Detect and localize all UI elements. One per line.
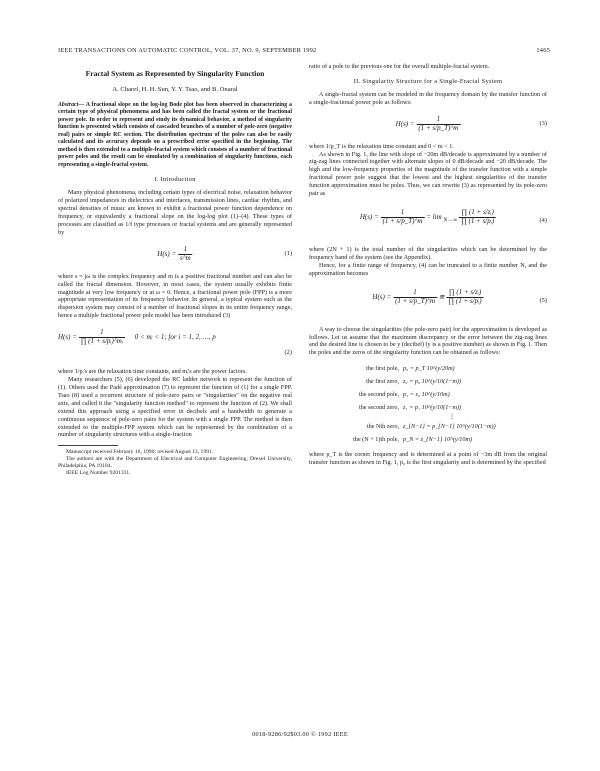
equation-lhs: H(s) = bbox=[157, 249, 177, 258]
equation-number: (4) bbox=[539, 216, 547, 224]
singularity-row: the Nth zero, z_{N−1} = p_{N−1} 10^(y/10(1−m)) bbox=[366, 423, 496, 431]
singularity-list bbox=[339, 362, 547, 446]
equation-denominator: (1 + s/p_T)^m bbox=[382, 216, 423, 225]
equation-number: (2) bbox=[284, 349, 292, 357]
equation-fraction bbox=[393, 289, 437, 306]
singularity-row: the second zero, z₁ = p₁ 10^(y/10(1−m)) bbox=[358, 404, 462, 412]
equation-number: (5) bbox=[539, 296, 547, 304]
equation-lhs: H(s) = bbox=[372, 292, 392, 301]
equation-numerator: 1 bbox=[416, 116, 460, 125]
equation-denominator: ∏ (1 + s/pᵢ) bbox=[448, 296, 482, 305]
equation-number: (3) bbox=[539, 119, 547, 127]
paragraph: where 1/pᵢ's are the relaxation time constants, and mᵢ's are the power factors. bbox=[58, 368, 247, 376]
equation-denominator: (1 + s/p_T)^m bbox=[395, 296, 436, 305]
paragraph: As shown in Fig. 1, the line with slope of −20m dB/decade is approximated by a number of zig-zag lines connected together with alternate slopes of 0 dB/decade and −20 dB/decade. The high and the low-frequency properties of the magnitude of the transfer function with a simple fractional power pole suggest that the lowest and the highest singularities of the transfer function approximation must be poles. Thus, we can rewrite (3) as represented by its pole-zero pair as bbox=[309, 150, 547, 198]
singularity-row: the first zero, z₀ = p₀ 10^(y/10(1−m)) bbox=[366, 378, 462, 386]
paragraph: where s = jω is the complex frequency and m is a positive fractional number and can also be called the fractal dimension. However, in most cases, the system usually exhibits finite magnitude at very low frequency or at ω = 0. Hence, a fractional power pole (FPP) is a more appropriate representation of its frequency behavior. In general, a typical system such as the dispersion system may consist of a number of fractional slopes in its entire frequency range, hence a multiple fractional power pole model has been introduced (3) bbox=[58, 272, 292, 320]
equation-fraction bbox=[178, 246, 193, 263]
equation-4 bbox=[309, 203, 547, 241]
footnote: Manuscript received February 16, 1990; revised August 13, 1991. bbox=[66, 449, 214, 456]
equation-denominator: ∏ (1 + s/pᵢ)^mᵢ bbox=[80, 337, 123, 346]
equation-condition: 0 < mᵢ < 1; for i = 1, 2, …, p bbox=[134, 333, 216, 342]
footnote: IEEE Log Number 9201331. bbox=[66, 470, 131, 477]
paragraph: Many researchers (5), (6) developed the RC ladder network to represent the function of (1). Others used the Padé approximation (7) to represent the function of (1) for a single FPP. Tsao (8) used a recurrent structure of pole-zero pairs or "singularities" on the negative real axis, and called it the "singularity function method" to represent the function of (2). We shall extend this approach using a specified error in decibels and a bandwidth to generate a continuous sequence of pole-zero pairs for the system with a single FPP. The method is then extended to the multiple-FPP system which can be represented by the combination of a number of singularity structures with a single-fraction bbox=[58, 376, 292, 439]
running-header bbox=[58, 47, 550, 59]
footnotes bbox=[58, 449, 292, 477]
page-number: 1465 bbox=[536, 47, 550, 54]
equation-fraction bbox=[416, 116, 460, 133]
equation-number: (1) bbox=[284, 249, 292, 257]
footnote-rule bbox=[58, 445, 118, 446]
equation-lhs: H(s) = bbox=[395, 119, 415, 128]
equation-fraction bbox=[79, 329, 125, 346]
paragraph: Many physical phenomena, including certain types of electrical noise, relaxation behavior of polarized impedances in dielectrics and interfaces, transmission lines, cardiac rhythm, and spectral densities of music are known to exhibit a fractional power function dependence on frequency, or equivalently a fractional slope on the log-log plot (1)–(4). These types of processes are classified as 1/f type processes or fractal systems and are generally represented by bbox=[58, 189, 292, 236]
paper-authors: A. Charef, H. H. Sun, Y. Y. Tsao, and B. Onaral bbox=[112, 86, 238, 93]
paragraph: A way to choose the singularities (the pole-zero pair) for the approximation is developed as follows. Let us assume that the maximum discrepancy or the error between the zig-zag lines and the desired line is chosen to be y (decibel) (y is a positive number) as shown in Fig. 1. Then the poles and the zeros of the singularity function can be obtained as follows: bbox=[309, 325, 547, 357]
equation-numerator: 1 bbox=[79, 329, 125, 338]
equation-product-fraction bbox=[459, 209, 496, 226]
equation-numerator: ∏ (1 + s/zᵢ) bbox=[459, 209, 496, 218]
paragraph: where (2N + 1) is the total number of the singularities which can be determined by the frequency band of the system (see the Appendix). bbox=[309, 245, 547, 261]
equation-numerator: 1 bbox=[380, 209, 424, 218]
abstract bbox=[58, 102, 292, 170]
abstract-text: A fractional slope on the log-log Bode plot has been observed in characterizing a certain type of physical phenomena and has been called the fractal system or the fractional power pole. In order to represent and study its dynamical behavior, a method of singularity function is presented which consists of cascaded branches of a number of pole-zero (negative real) pairs or simple RC section. The distribution spectrum of the poles can also be easily calculated and its accuracy depends on a prescribed error specified in the beginning. The method is then extended to a multiple-fractal system which consists of a number of fractional power poles and the result can be simulated by a combination of singularity functions, each representing a single-fractal system. bbox=[58, 101, 292, 168]
paragraph: Hence, for a finite range of frequency, (4) can be truncated to a finite number N, and the approximation becomes bbox=[309, 261, 547, 277]
journal-header: IEEE TRANSACTIONS ON AUTOMATIC CONTROL, VOL. 37, NO. 9, SEPTEMBER 1992 bbox=[58, 47, 317, 54]
equation-denominator: (1 + s/p_T)^m bbox=[418, 123, 459, 132]
equation-numerator: 1 bbox=[178, 246, 193, 255]
paragraph: where p_T is the corner frequency and is determined at a point of −3m dB from the original transfer function as shown in Fig. 1, p₀ is the first singularity and is determined by the specified bbox=[309, 451, 547, 467]
paragraph: where 1/p_T is the relaxation time constant and 0 < m < 1. bbox=[309, 142, 454, 150]
equation-limit: = lim bbox=[426, 212, 442, 221]
equation-fraction bbox=[380, 209, 424, 226]
section-heading-introduction: I. Introduction bbox=[154, 176, 196, 184]
paragraph: A single-fractal system can be modeled in the frequency domain by the transfer function of a single-fractional power pole as follows: bbox=[309, 90, 547, 106]
paragraph: ratio of a pole to the previous one for the overall multiple-fractal system. bbox=[309, 63, 490, 70]
paper-title: Fractal System as Represented by Singularity Function bbox=[85, 69, 265, 78]
equation-denominator: s^m bbox=[179, 253, 191, 262]
equation-numerator: 1 bbox=[393, 289, 437, 298]
section-heading-single-fractal: II. Singularity Structure for a Single-Fractal System bbox=[353, 77, 503, 85]
equation-lhs: H(s) = bbox=[58, 333, 77, 342]
equation-2 bbox=[58, 325, 292, 363]
equation-5 bbox=[309, 283, 547, 321]
singularity-row: the (N + 1)th pole, p_N = z_{N−1} 10^(y/10m) bbox=[353, 436, 473, 444]
singularity-row: the first pole, p₀ = p_T 10^(y/20m) bbox=[366, 365, 455, 373]
equation-numerator: ∏ (1 + s/zᵢ) bbox=[446, 289, 483, 298]
vertical-ellipsis: ⋮ bbox=[449, 413, 456, 421]
equation-1 bbox=[58, 242, 292, 268]
equation-lhs: H(s) = bbox=[359, 212, 379, 221]
equation-product-fraction bbox=[446, 289, 483, 306]
equation-approx: ≅ bbox=[438, 292, 445, 301]
equation-3 bbox=[309, 112, 547, 138]
copyright-footer: 0018-9286/92$03.00 © 1992 IEEE bbox=[252, 731, 348, 738]
left-column bbox=[58, 63, 292, 477]
abstract-label: Abstract— bbox=[58, 101, 85, 108]
singularity-row: the second pole, p₁ = z₀ 10^(y/10m) bbox=[358, 391, 450, 399]
right-column bbox=[309, 63, 547, 467]
equation-denominator: ∏ (1 + s/pᵢ) bbox=[461, 216, 495, 225]
footnote: The authors are with the Department of Electrical and Computer Engineering, Drexel University, Philadelphia, PA 19104. bbox=[58, 456, 292, 470]
equation-limit-subscript: N→∞ bbox=[443, 217, 458, 224]
